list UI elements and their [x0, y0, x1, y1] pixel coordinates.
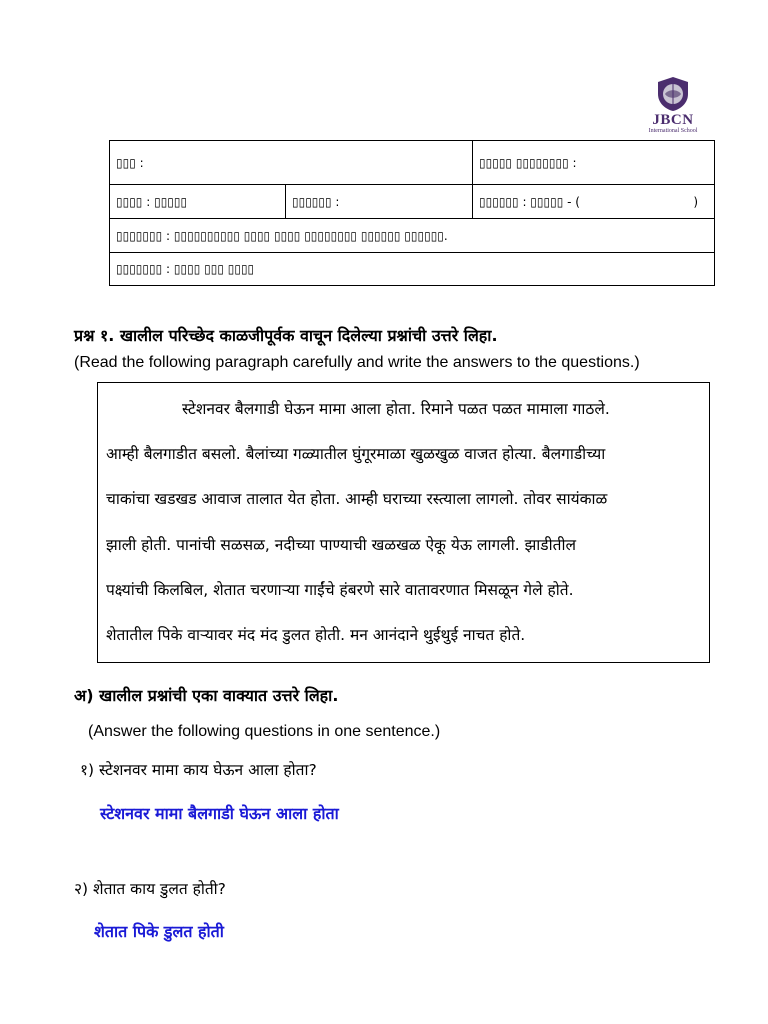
info-roll-cell: ▯▯▯▯▯ ▯▯▯▯▯▯▯▯ : — [473, 141, 715, 185]
passage-line: स्टेशनवर बैलगाडी घेऊन मामा आला होता. रिमाने पळत पळत मामाला गाठले. — [182, 400, 610, 418]
question-item: १) स्टेशनवर मामा काय घेऊन आला होता? — [80, 761, 317, 779]
info-subject-cell: ▯▯▯▯ : ▯▯▯▯▯ — [110, 185, 286, 219]
school-logo — [640, 76, 706, 138]
answer-text: स्टेशनवर मामा बैलगाडी घेऊन आला होता — [100, 804, 339, 823]
question1-title: प्रश्न १. खालील परिच्छेद काळजीपूर्वक वाचून दिलेल्या प्रश्नांची उत्तरे लिहा. — [74, 326, 498, 345]
info-marks-cell — [473, 185, 715, 219]
passage-line: शेतातील पिके वाऱ्यावर मंद मंद डुलत होती. मन आनंदाने थुईथुई नाचत होते. — [106, 626, 526, 644]
question-item: २) शेतात काय डुलत होती? — [74, 880, 226, 898]
logo-brand-text: JBCN — [652, 112, 694, 128]
passage-line: चाकांचा खडखड आवाज तालात येत होता. आम्ही घराच्या रस्त्याला लागलो. तोवर सायंकाळ — [106, 490, 608, 508]
student-info-table — [109, 140, 715, 286]
section-a-english: (Answer the following questions in one sentence.) — [88, 723, 441, 740]
passage-line: पक्ष्यांची किलबिल, शेतात चरणाऱ्या गाईंचे हंबरणे सारे वातावरणात मिसळून गेले होते. — [106, 581, 574, 599]
info-marks-label: ▯▯▯▯▯▯ : ▯▯▯▯▯ - ( — [479, 194, 580, 209]
info-name-cell: ▯▯▯ : — [110, 141, 473, 185]
passage-line: झाली होती. पानांची सळसळ, नदीच्या पाण्याची खळखळ ऐकू येऊ लागली. झाडीतील — [106, 536, 576, 554]
info-topic-cell: ▯▯▯▯▯▯▯ : ▯▯▯▯▯▯▯▯▯▯ ▯▯▯▯ ▯▯▯▯ ▯▯▯▯▯▯▯▯ ▯▯▯▯▯▯ ▯▯▯▯▯▯. — [110, 219, 715, 253]
question1-english: (Read the following paragraph carefully and write the answers to the questions.) — [74, 354, 640, 371]
passage-box — [97, 382, 710, 663]
section-a-title: अ) खालील प्रश्नांची एका वाक्यात उत्तरे लिहा. — [74, 686, 339, 705]
info-date-cell: ▯▯▯▯▯▯ : — [286, 185, 473, 219]
school-crest-icon — [656, 76, 690, 112]
answer-text: शेतात पिके डुलत होती — [94, 922, 224, 941]
logo-subtitle: International School — [648, 128, 698, 134]
info-skill-cell: ▯▯▯▯▯▯▯ : ▯▯▯▯ ▯▯▯ ▯▯▯▯ — [110, 253, 715, 286]
info-marks-close: ) — [693, 194, 699, 209]
passage-line: आम्ही बैलगाडीत बसलो. बैलांच्या गळ्यातील घुंगूरमाळा खुळखुळ वाजत होत्या. बैलगाडीच्या — [106, 445, 606, 463]
